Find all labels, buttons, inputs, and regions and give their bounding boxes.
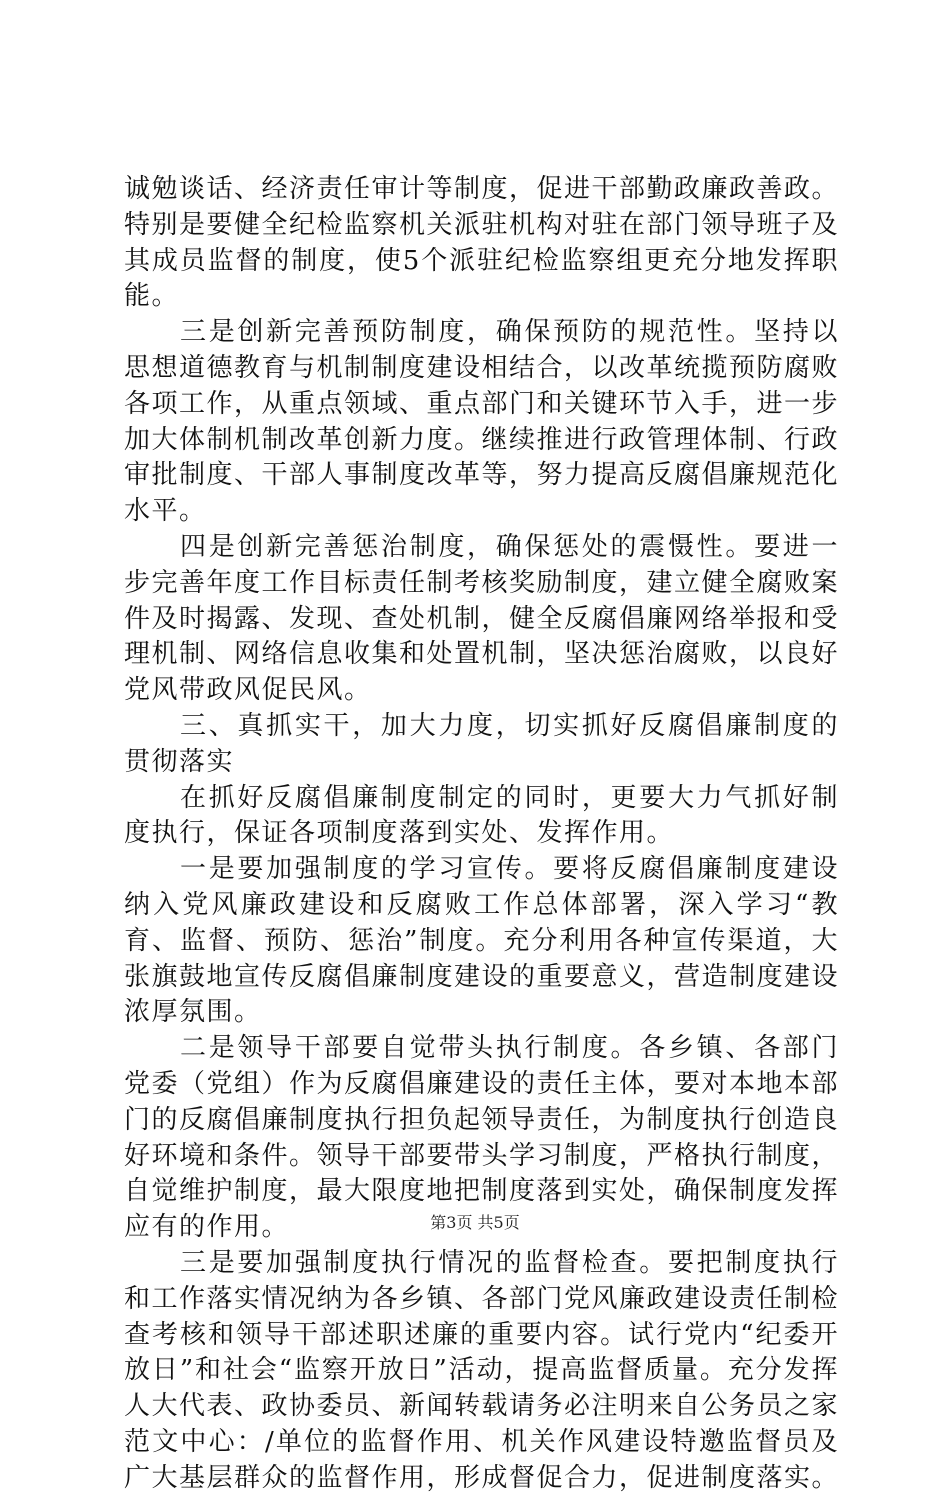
page-footer	[0, 1213, 950, 1233]
paragraph-1: 诚勉谈话、经济责任审计等制度，促进干部勤政廉政善政。特别是要健全纪检监察机关派驻机构对驻在部门领导班子及其成员监督的制度，使5个派驻纪检监察组更充分地发挥职能。	[124, 174, 840, 312]
paragraph-3: 四是创新完善惩治制度，确保惩处的震慑性。要进一步完善年度工作目标责任制考核奖励制度，建立健全腐败案件及时揭露、发现、查处机制，健全反腐倡廉网络举报和受理机制、网络信息收集和处置机制，坚决惩治腐败，以良好党风带政风促民风。	[124, 531, 840, 706]
paragraph-5: 在抓好反腐倡廉制度制定的同时，更要大力气抓好制度执行，保证各项制度落到实处、发挥作用。	[124, 782, 839, 849]
section-heading-3: 三、真抓实干，加大力度，切实抓好反腐倡廉制度的贯彻落实	[124, 710, 839, 777]
document-body	[124, 172, 839, 1496]
paragraph-6: 一是要加强制度的学习宣传。要将反腐倡廉制度建设纳入党风廉政建设和反腐败工作总体部署，深入学习“教育、监督、预防、惩治”制度。充分利用各种宣传渠道，大张旗鼓地宣传反腐倡廉制度建设的重要意义，营造制度建设浓厚氛围。	[124, 854, 840, 1028]
page-number: 第3页 共5页	[430, 1213, 520, 1232]
paragraph-7: 二是领导干部要自觉带头执行制度。各乡镇、各部门党委（党组）作为反腐倡廉建设的责任主体，要对本地本部门的反腐倡廉制度执行担负起领导责任，为制度执行创造良好环境和条件。领导干部要带头学习制度，严格执行制度，自觉维护制度，最大限度地把制度落到实处，确保制度发挥应有的作用。	[124, 1033, 840, 1243]
paragraph-8: 三是要加强制度执行情况的监督检查。要把制度执行和工作落实情况纳为各乡镇、各部门党风廉政建设责任制检查考核和领导干部述职述廉的重要内容。试行党内“纪委开放日”和社会“监察开放日”活动，提高监督质量。充分发挥人大代表、政协委员、新闻转载请务必注明来自公务员之家范文中心：/单位的监督作用、机关作风建设特邀监督员及广大基层群众的监督作用，形成督促合力，促进制度落实。	[124, 1247, 840, 1493]
paragraph-2: 三是创新完善预防制度，确保预防的规范性。坚持以思想道德教育与机制制度建设相结合，以改革统揽预防腐败各项工作，从重点领域、重点部门和关键环节入手，进一步加大体制机制改革创新力度。继续推进行政管理体制、行政审批制度、干部人事制度改革等，努力提高反腐倡廉规范化水平。	[124, 317, 840, 527]
